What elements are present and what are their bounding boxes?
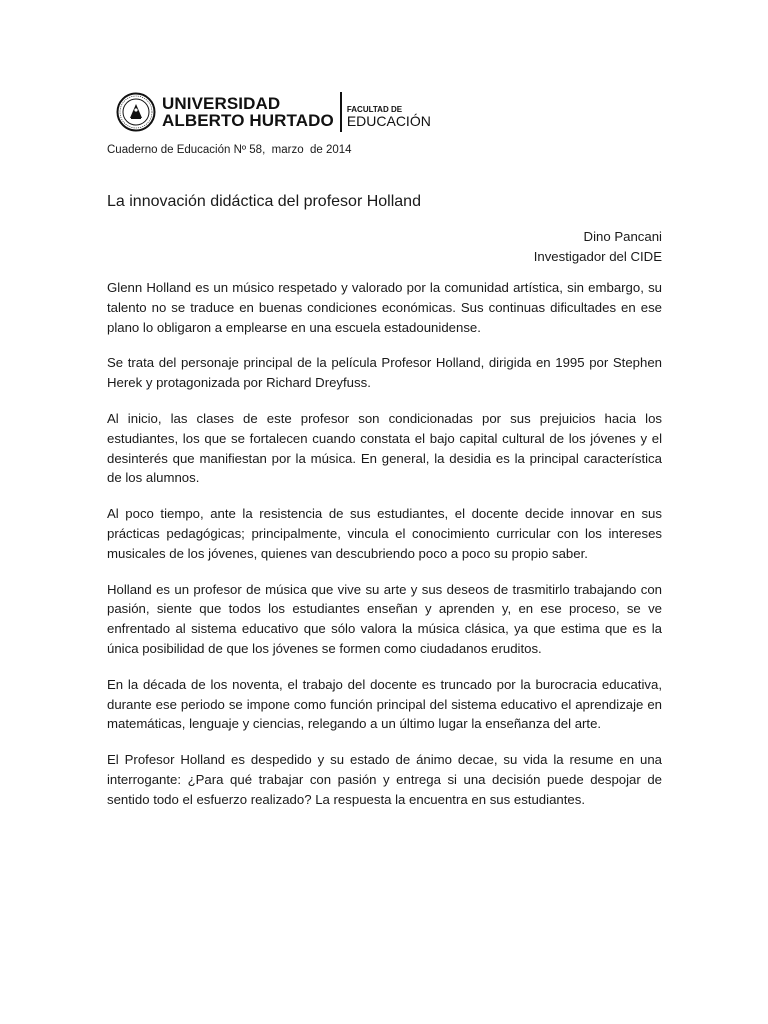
university-seal-icon: [116, 92, 156, 132]
publication-series: Cuaderno de Educación Nº 58, marzo de 2014: [107, 144, 352, 156]
paragraph: Holland es un profesor de música que vive su arte y sus deseos de trasmitirlo trabajando con pasión, siente que todos los estudiantes enseñan y aprenden y, en ese proceso, se ve enfrentado al sistema educativo que sólo valora la música clásica, ya que estima que es la única posibilidad de que los jóvenes se formen como ciudadanos eruditos.: [107, 581, 662, 656]
author-role: Investigador del CIDE: [533, 249, 662, 264]
article-title: La innovación didáctica del profesor Holland: [107, 193, 421, 210]
paragraph: Glenn Holland es un músico respetado y valorado por la comunidad artística, sin embargo, su talento no se traduce en buenas condiciones económicas. Sus continuas dificultades en ese plano lo obligaron a emplearse en una escuela estadounidense.: [107, 280, 662, 335]
logo-divider: [340, 92, 342, 132]
article-body: [107, 278, 662, 826]
paragraph: En la década de los noventa, el trabajo del docente es truncado por la burocracia educativa, durante ese periodo se impone como función principal del sistema educativo el aprendizaje en matemáticas, lenguaje y ciencias, relegando a un último lugar la enseñanza del arte.: [107, 676, 662, 732]
paragraph: El Profesor Holland es despedido y su estado de ánimo decae, su vida la resume en una interrogante: ¿Para qué trabajar con pasión y entrega si una decisión puede despojar de sentido todo el esfuerzo realizado? La respuesta la encuentra en sus estudiantes.: [107, 752, 662, 807]
faculty-name-big: EDUCACIÓN: [346, 113, 431, 129]
paragraph: Al inicio, las clases de este profesor son condicionadas por sus prejuicios hacia los estudiantes, los que se fortalecen cuando constata el bajo capital cultural de los jóvenes y el desinterés que manifiestan por la música. En general, la desidia es la principal característica de los alumnos.: [107, 410, 662, 486]
university-name-line2: ALBERTO HURTADO: [162, 111, 334, 130]
university-logo: [116, 91, 431, 133]
faculty-name-small: FACULTAD DE: [346, 105, 403, 114]
paragraph: Se trata del personaje principal de la película Profesor Holland, dirigida en 1995 por Stephen Herek y protagonizada por Richard Dreyfuss.: [107, 355, 662, 391]
university-name: [162, 95, 334, 129]
university-name-line1: UNIVERSIDAD: [162, 94, 281, 113]
paragraph: Al poco tiempo, ante la resistencia de sus estudiantes, el docente decide innovar en sus prácticas pedagógicas; principalmente, vincula el conocimiento curricular con los intereses musicales de los jóvenes, quienes van descubriendo poco a poco su propio saber.: [107, 506, 662, 561]
author-name: Dino Pancani: [583, 229, 662, 244]
faculty-name: [347, 95, 431, 129]
author-block: [534, 227, 662, 267]
